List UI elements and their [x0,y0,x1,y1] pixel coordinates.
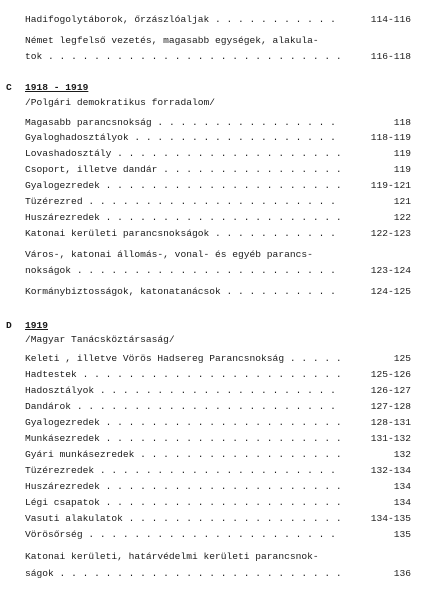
toc-entry [0,481,434,493]
toc-entry [0,228,434,240]
toc-entry [0,465,434,477]
entry-pages: 132-134 [370,465,411,476]
entry-label: Vörösőrség . . . [25,529,343,541]
toc-entry [0,401,434,413]
entry-pages: 114-116 [370,14,411,25]
entry-label: Lovashadosztály . . . [25,148,343,160]
entry-pages: 119-121 [370,180,411,191]
entry-label: Légi csapatok . . . [25,497,343,509]
section-period: 1918 - 1919 [25,82,89,93]
entry-pages: 119 [393,148,411,159]
section-subtitle: /Polgári demokratikus forradalom/ [25,97,215,108]
toc-entry [0,132,434,144]
toc-entry [0,14,434,26]
entry-pages: 125 [393,353,411,364]
toc-entry [0,148,434,160]
entry-pages: 135 [393,529,411,540]
toc-entry-wrapped-line2 [0,265,434,277]
entry-label: Huszárezredek . . . [25,481,343,493]
entry-pages: 131-132 [370,433,411,444]
entry-label: Keleti , illetve Vörös Hadsereg Parancsnokság . . . [25,353,343,365]
entry-label: Gyalogezredek . . . [25,180,343,192]
entry-label: Hadosztályok . . . [25,385,343,397]
section-letter: C [6,82,12,93]
entry-pages: 122 [393,212,411,223]
entry-pages: 116-118 [370,51,411,62]
entry-label: Német legfelső vezetés, magasabb egységek, alakula- [25,35,319,46]
entry-pages: 136 [393,568,411,579]
entry-label: Gyári munkásezredek . . . [25,449,343,461]
section-subtitle-c [0,97,434,109]
entry-label: Dandárok . . . [25,401,343,413]
toc-entry-wrapped-line1 [0,249,434,261]
entry-label: Katonai kerületi, határvédelmi kerületi parancsnok- [25,551,319,562]
entry-pages: 134 [393,497,411,508]
toc-entry [0,449,434,461]
entry-label: Gyaloghadosztályok . . . [25,132,343,144]
toc-entry-wrapped-line1 [0,35,434,47]
entry-label: Magasabb parancsnokság . . . [25,117,343,129]
entry-pages: 126-127 [370,385,411,396]
entry-label: Hadtestek . . . [25,369,343,381]
entry-pages: 132 [393,449,411,460]
entry-pages: 122-123 [370,228,411,239]
toc-entry [0,117,434,129]
entry-pages: 128-131 [370,417,411,428]
entry-pages: 125-126 [370,369,411,380]
toc-entry [0,212,434,224]
entry-pages: 124-125 [370,286,411,297]
entry-label: Huszárezredek . . . [25,212,343,224]
entry-label: Tüzérezredek . . . [25,465,343,477]
entry-label: Katonai kerületi parancsnokságok . . . [25,228,343,240]
entry-label: Munkásezredek . . . [25,433,343,445]
section-subtitle: /Magyar Tanácsköztársaság/ [25,334,175,345]
entry-label: Vasuti alakulatok . . . [25,513,343,525]
entry-label: Hadifogolytáborok, őrzászlóaljak . . . [25,14,343,26]
toc-entry [0,353,434,365]
section-period: 1919 [25,320,49,331]
section-heading-c [0,82,434,94]
entry-pages: 118-119 [370,132,411,143]
section-heading-d [0,320,434,332]
toc-entry [0,180,434,192]
entry-label: tok . . . [25,51,343,63]
entry-label: Tüzérezred . . . [25,196,343,208]
entry-pages: 134 [393,481,411,492]
toc-entry [0,417,434,429]
entry-pages: 134-135 [370,513,411,524]
toc-entry [0,529,434,541]
entry-label: Csoport, illetve dandár . . . [25,164,343,176]
toc-entry [0,196,434,208]
toc-entry-wrapped-line2 [0,568,434,580]
toc-entry [0,385,434,397]
entry-pages: 121 [393,196,411,207]
toc-entry [0,497,434,509]
entry-label: Város-, katonai állomás-, vonal- és egyéb parancs- [25,249,313,260]
toc-entry [0,164,434,176]
toc-entry [0,433,434,445]
entry-label: nokságok . . . [25,265,343,277]
entry-pages: 127-128 [370,401,411,412]
entry-label: Gyalogezredek . . . [25,417,343,429]
toc-entry-wrapped-line2 [0,51,434,63]
entry-label: ságok . . . [25,568,343,580]
entry-pages: 119 [393,164,411,175]
entry-label: Kormánybiztosságok, katonatanácsok . . . [25,286,343,298]
section-subtitle-d [0,334,434,346]
toc-entry-wrapped-line1 [0,551,434,563]
entry-pages: 118 [393,117,411,128]
entry-pages: 123-124 [370,265,411,276]
toc-entry [0,286,434,298]
section-letter: D [6,320,12,331]
toc-entry [0,369,434,381]
toc-entry [0,513,434,525]
